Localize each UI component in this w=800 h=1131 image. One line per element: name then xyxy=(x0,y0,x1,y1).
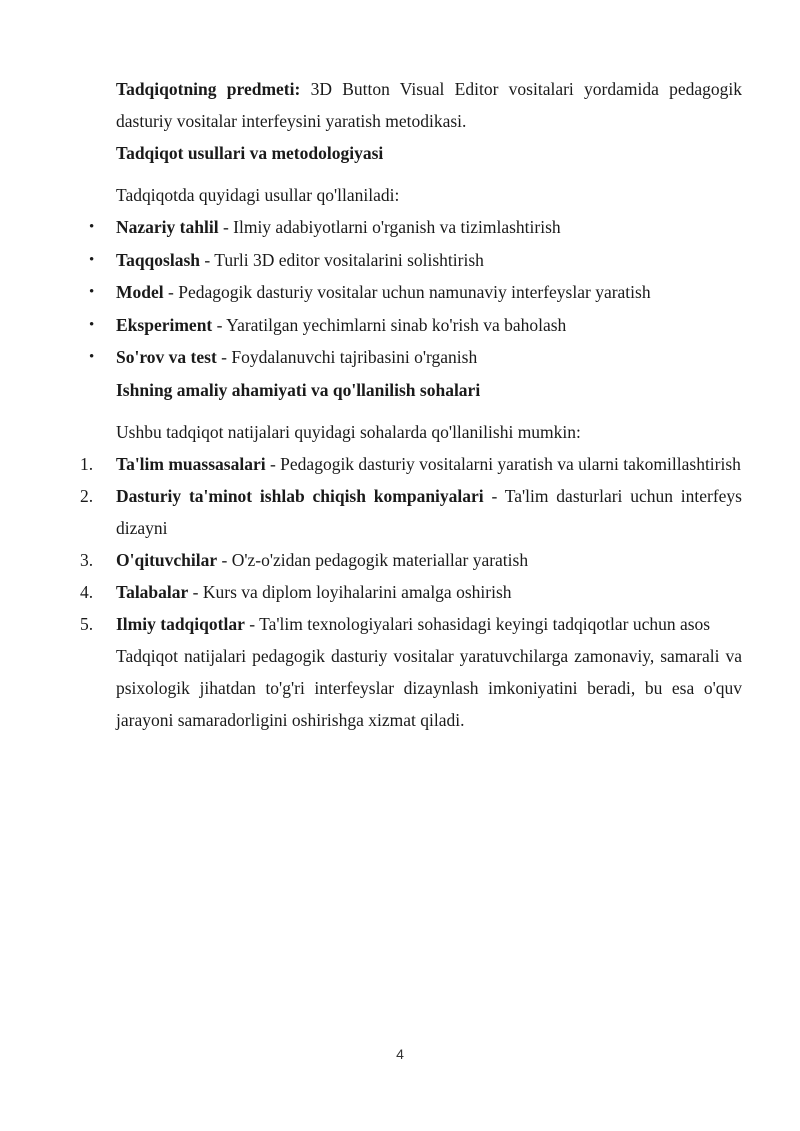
method-term: Taqqoslash xyxy=(116,249,200,270)
practical-term: Talabalar xyxy=(116,581,189,602)
practical-desc: - Kurs va diplom loyihalarini amalga oshirish xyxy=(188,581,512,602)
practical-term: Ta'lim muassasalari xyxy=(116,453,266,474)
research-subject-text: 3D Button Visual Editor vositalari yordamida pedagogik dasturiy vositalar interfeysini yaratish metodikasi. xyxy=(116,79,743,131)
list-item xyxy=(89,276,742,309)
method-term: Nazariy tahlil xyxy=(116,217,219,237)
page-number: 4 xyxy=(396,1046,404,1062)
method-desc: - Ilmiy adabiyotlarni o'rganish va tizimlashtirish xyxy=(218,217,561,237)
method-desc: - Foydalanuvchi tajribasini o'rganish xyxy=(216,347,478,367)
list-item xyxy=(80,608,742,640)
list-item xyxy=(89,211,742,244)
methods-heading: Tadqiqot usullari va metodologiyasi xyxy=(116,143,384,163)
practical-term: Dasturiy ta'minot ishlab chiqish kompaniyalari xyxy=(116,485,484,506)
method-desc: - Pedagogik dasturiy vositalar uchun namunaviy interfeyslar yaratish xyxy=(163,282,651,302)
practical-list xyxy=(80,448,742,640)
list-item xyxy=(80,480,742,544)
practical-heading: Ishning amaliy ahamiyati va qo'llanilish sohalari xyxy=(116,379,481,400)
list-item xyxy=(89,244,742,277)
research-subject-paragraph xyxy=(116,73,742,137)
list-item xyxy=(89,309,742,342)
practical-desc: - Ta'lim texnologiyalari sohasidagi keyingi tadqiqotlar uchun asos xyxy=(244,613,711,634)
practical-term: O'qituvchilar xyxy=(116,549,218,570)
practical-desc: - Pedagogik dasturiy vositalarni yaratish va ularni takomillashtirish xyxy=(265,453,741,474)
research-subject-label: Tadqiqotning predmeti: xyxy=(116,79,301,99)
bullet-icon: • xyxy=(89,349,95,365)
list-number: 2. xyxy=(80,485,94,506)
list-item xyxy=(80,576,742,608)
bullet-icon: • xyxy=(89,219,95,235)
practical-desc: - Ta'lim dasturlari uchun interfeys dizayni xyxy=(116,485,742,538)
method-desc: - Turli 3D editor vositalarini solishtirish xyxy=(200,249,484,270)
conclusion-paragraph: Tadqiqot natijalari pedagogik dasturiy vositalar yaratuvchilarga zamonaviy, samarali va psixologik jihatdan to'g'ri interfeyslar dizaynlash imkoniyatini beradi, bu esa o'quv jarayoni samaradorligini oshirishga xizmat qiladi. xyxy=(116,645,742,730)
bullet-icon: • xyxy=(89,284,95,300)
list-number: 1. xyxy=(80,453,94,474)
methods-list xyxy=(89,211,742,374)
methods-intro: Tadqiqotda quyidagi usullar qo'llaniladi: xyxy=(116,185,400,205)
list-number: 5. xyxy=(80,613,94,634)
list-item xyxy=(80,544,742,576)
method-term: So'rov va test xyxy=(116,347,217,367)
bullet-icon: • xyxy=(89,251,95,268)
method-term: Model xyxy=(116,282,164,302)
practical-desc: - O'z-o'zidan pedagogik materiallar yaratish xyxy=(217,549,529,570)
list-number: 4. xyxy=(80,581,94,602)
bullet-icon: • xyxy=(89,316,95,333)
practical-intro: Ushbu tadqiqot natijalari quyidagi sohalarda qo'llanilishi mumkin: xyxy=(116,421,581,442)
list-item xyxy=(80,448,742,480)
method-desc: - Yaratilgan yechimlarni sinab ko'rish va baholash xyxy=(212,314,567,335)
practical-term: Ilmiy tadqiqotlar xyxy=(116,613,245,634)
list-number: 3. xyxy=(80,549,94,570)
page-content xyxy=(80,73,743,736)
list-item xyxy=(89,341,742,374)
method-term: Eksperiment xyxy=(116,314,213,335)
